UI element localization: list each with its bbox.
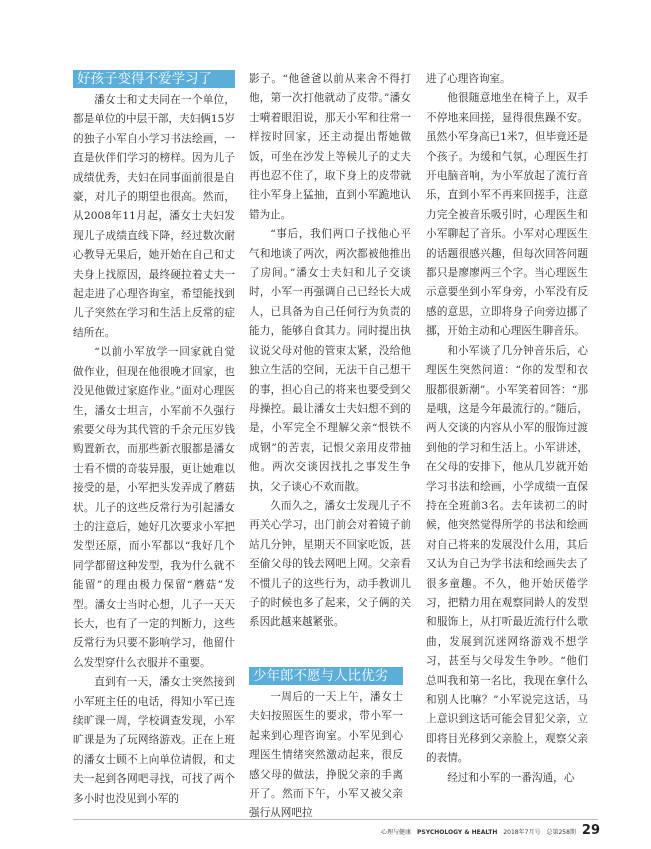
section-2-block (249, 667, 403, 824)
paragraph: 潘女士和丈夫同在一个单位，都是单位的中层干部，夫妇俩15岁的独子小军自小学习书法绘画，一直是伙伴们学习的榜样。因为儿子成绩优秀，夫妇在同事面前很是自豪，对儿子的期望也很高。然而，从2008年11月起，潘女士夫妇发现儿子成绩直线下降，经过数次耐心教导无果后，她开始在自己和丈夫身上找原因，最终硬拉着丈夫一起走进了心理咨询室，希望能找到儿子突然在学习和生活上反常的症结所在。 (73, 94, 235, 339)
paragraph: 一周后的一天上午，潘女士夫妇按照医生的要求，带小军一起来到心理咨询室。小军见到心理医生情绪突然激动起来，很反感父母的做法，挣脱父亲的手离开了。然而下午，小军又被父亲强行从网吧拉 (249, 691, 403, 820)
paragraph: 经过和小军的一番沟通，心 (447, 771, 575, 784)
paragraph: 和小军谈了几分钟音乐后，心理医生突然问道：“你的发型和衣服都很新潮”。小军笑着回答：“那是哦，这是今年最流行的。”随后，两人交谈的内容从小军的服饰过渡到他的学习和生活上。小军讲述，在父母的安排下，他从几岁就开始学习书法和绘画，小学成绩一直保持在全班前3名。去年读初二的时候，他突然觉得所学的书法和绘画对自己将来的发展没什么用，其后又认为自己为学书法和绘画失去了很多童趣。不久，他开始厌倦学习，把精力用在观察同龄人的发型和服饰上，从打听最近流行什么歌曲，发展到沉迷网络游戏不想学习，甚至与父母发生争吵。“他们总叫我和第一名比，我现在拿什么和别人比嘛？”小军说完这话，马上意识到这话可能会冒犯父亲，立即将目光移到父亲脸上，观察父亲的表情。 (426, 344, 588, 765)
paragraph: 进了心理咨询室。 (426, 73, 511, 85)
paragraph: “事后，我们两口子找他心平气和地谈了两次，两次都被他推出了房间。”潘女士夫妇和儿子交谈时，小军一再强调自己已经长大成人，已具备为自己任何行为负责的能力，能够自食其力。同时提出执议说父母对他的管束太紧，没给他独立生活的空间，无法干自己想干的事，担心自己的将来也要受到父母操控。最让潘女士夫妇想不到的是，小军完全不理解父亲“恨铁不成钢”的苦衷，记恨父亲用皮带抽他。两次交谈因找扎之事发生争执，父子谈心不欢而散。 (249, 228, 411, 493)
page-number: 29 (581, 823, 600, 838)
magazine-name-en: PSYCHOLOGY & HEALTH (417, 829, 498, 836)
paragraph: “以前小军放学一回家就自觉做作业，但现在他很晚才回家，也没见他做过家庭作业。”面对心理医生，潘女士坦言，小军前不久强行索要父母为其代管的千余元压岁钱购置新衣，而那些新衣服都是潘女士看不惯的奇装异服，更让她难以接受的是，小军把头发弄成了蘑菇状。儿子的这些反常行为引起潘女士的注意后，她好几次要求小军把发型还原，而小军都以“我好几个同学都留这种发型，我为什么就不能留”的理由极力保留“蘑菇”发型。潘女士当时心想，儿子一天天长大，也有了一定的判断力，这些反常行为只要不影响学习，他留什么发型穿什么衣服并不重要。 (73, 346, 235, 669)
magazine-name-cn: 心理与健康 (381, 829, 412, 836)
paragraph: 影子。“他爸爸以前从来舍不得打他，第一次打他就动了皮带。”潘女士嗬着眼泪说，那天小军和往常一样按时回家，还主动提出帮她做饭，可坐在沙发上等候儿子的丈夫再也忍不住了，取下身上的皮带就往小军身上猛抽，直到小军跪地认错为止。 (249, 73, 411, 221)
paragraph: 他很随意地坐在椅子上，双手不停地来回搓，显得很焦躁不安。虽然小军身高已1米7，但毕竟还是个孩子。为缓和气氛，心理医生打开电脑音响，为小军放起了流行音乐，直到小军不再来回搓手，注意力完全被音乐吸引时，心理医生和小军聊起了音乐。小军对心理医生的话题很感兴趣，但每次回答问题都只是廖廖两三个字。当心理医生示意要坐到小军身旁，小军没有反感的意思，立即将身子向旁边挪了挪，开始主动和心理医生聊音乐。 (426, 92, 588, 338)
footer-rule (73, 819, 598, 820)
paragraph: 直到有一天，潘女士突然接到小军班主任的电话，得知小军已连续旷课一周，学校调查发现，小军旷课是为了玩网络游戏。正在上班的潘女士顾不上向单位请假，和丈夫一起到各网吧寻找，可找了两个多小时也没见到小军的 (73, 676, 235, 805)
page-footer (370, 823, 600, 838)
article-column-3 (426, 70, 588, 788)
section-heading-2: 少年郎不愿与人比优劣 (249, 667, 403, 685)
total-issue-label: 总第258期 (546, 829, 576, 836)
article-column-1 (73, 70, 235, 809)
article-column-2 (249, 70, 411, 820)
issue-label: 2018年7月号 (503, 829, 541, 836)
paragraph: 久而久之，潘女士发现儿子不再关心学习，出门前会对着镜子前站几分钟，星期天不回家吃饭，甚至偷父母的钱去网吧上网。父亲看不惯儿子的这些行为，动手教训儿子的时候也多了起来，父子俩的关系因此越来越紧张。 (249, 499, 411, 629)
section-heading-1: 好孩子变得不爱学习了 (73, 70, 235, 88)
